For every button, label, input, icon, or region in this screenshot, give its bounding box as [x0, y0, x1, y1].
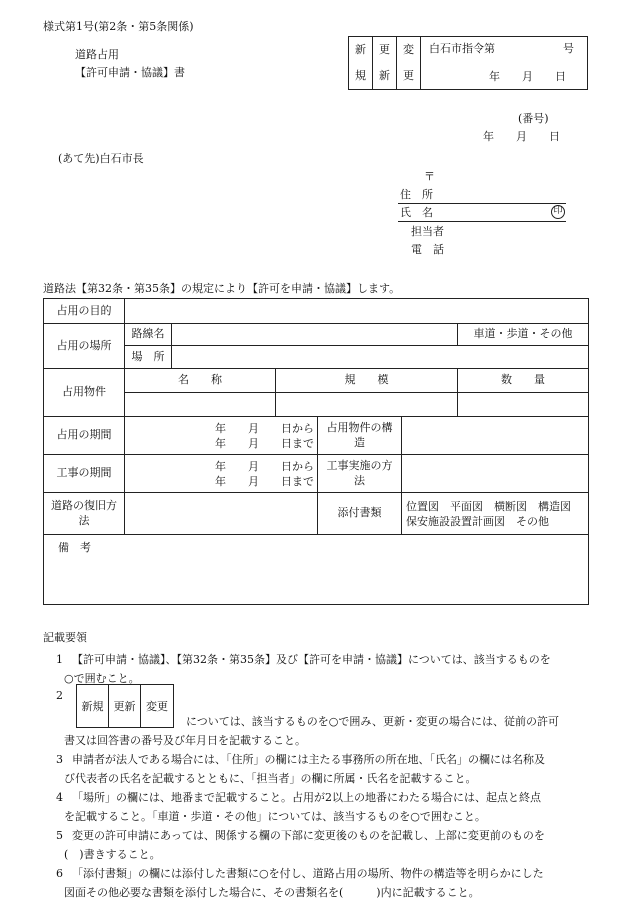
designation-gou: 号 — [563, 42, 574, 55]
work-period-from: 年 月 日から — [215, 459, 314, 473]
purpose-label: 占用の目的 — [44, 299, 125, 324]
postal-mark: 〒 — [424, 170, 435, 183]
object-quantity-field[interactable] — [458, 393, 589, 417]
note-item — [56, 826, 590, 864]
remarks-field[interactable] — [44, 535, 589, 605]
form-title-line1: 道路占用 — [75, 48, 119, 61]
object-name-field[interactable] — [125, 393, 276, 417]
reception-type-grid — [349, 37, 421, 89]
note-item — [56, 864, 590, 902]
remarks-label: 備 考 — [58, 541, 91, 554]
road-type-options[interactable]: 車道・歩道・その他 — [458, 324, 589, 346]
reception-grid-cell: 規 — [349, 63, 373, 89]
note-item — [56, 788, 590, 826]
phone-label: 電 話 — [411, 243, 444, 256]
reception-grid-cell: 更 — [373, 37, 397, 63]
reception-grid-cell: 変 — [397, 37, 421, 63]
object-scale-header: 規 模 — [276, 369, 458, 393]
object-name-header: 名 称 — [125, 369, 276, 393]
period-to: 年 月 日まで — [215, 436, 314, 450]
work-period-label: 工事の期間 — [44, 455, 125, 493]
note-text-line1: 変更の許可申請にあっては、関係する欄の下部に変更後のものを記載し、上部に変更前のものを — [72, 829, 545, 842]
reception-grid-cell: 新 — [349, 37, 373, 63]
address-field[interactable] — [398, 203, 566, 204]
work-period-to: 年 月 日まで — [215, 474, 314, 488]
object-quantity-header: 数 量 — [458, 369, 589, 393]
object-scale-field[interactable] — [276, 393, 458, 417]
mini-box-cell: 更新 — [109, 685, 141, 727]
note-text-line1: 「添付書類」の欄には添付した書類に○を付し、道路占用の場所、物件の構造等を明らかにした — [72, 867, 544, 880]
note-number: 1 — [56, 653, 63, 666]
restore-field[interactable] — [125, 493, 318, 535]
note-text-line1: 「場所」の欄には、地番まで記載すること。占用が2以上の地番にわたる場合には、起点と終点 — [72, 791, 541, 804]
note-text-line2: を記載すること。「車道・歩道・その他」については、該当するものを○で囲むこと。 — [64, 810, 486, 823]
attachments-list-line1: 位置図 平面図 横断図 構造図 — [406, 499, 571, 513]
name-field[interactable] — [398, 221, 566, 222]
notes-title: 記載要領 — [43, 631, 87, 644]
name-label: 氏 名 — [400, 206, 433, 219]
place-label: 占用の場所 — [44, 324, 125, 369]
note-text-line2: 書又は回答書の番号及び年月日を記載すること。 — [64, 734, 306, 747]
location-field[interactable] — [172, 346, 589, 369]
note-number: 5 — [56, 829, 63, 842]
form-number: 様式第1号(第2条・第5条関係) — [43, 20, 194, 33]
note-item — [56, 750, 590, 788]
period-dates[interactable] — [125, 417, 318, 455]
application-date: 年 月 日 — [483, 130, 560, 143]
addressee: (あて先)白石市長 — [58, 152, 144, 165]
method-field[interactable] — [402, 455, 589, 493]
attachments-list-line2: 保安施設設置計画図 その他 — [406, 514, 549, 528]
structure-label: 占用物件の構造 — [318, 417, 402, 455]
note-text-line2: 図面その他必要な書類を添付した場合に、その書類名を( )内に記載すること。 — [64, 886, 480, 899]
restore-label: 道路の復旧方法 — [44, 493, 125, 535]
application-table — [43, 298, 589, 605]
lead-sentence: 道路法【第32条・第35条】の規定により【許可を申請・協議】します。 — [43, 282, 401, 295]
designation-number: 白石市指令第 — [429, 42, 495, 55]
method-label: 工事実施の方法 — [318, 455, 402, 493]
note-text-line2: び代表者の氏名を記載するとともに、「担当者」の欄に所属・氏名を記載すること。 — [64, 772, 477, 785]
attachments-options[interactable] — [402, 493, 589, 535]
mini-box-cell: 変更 — [146, 699, 168, 713]
reception-type-mini-box — [76, 684, 174, 728]
route-name-field[interactable] — [172, 324, 458, 346]
designation-date: 年 月 日 — [489, 70, 566, 83]
note-text-line1: 【許可申請・協議】、【第32条・第35条】及び【許可を申請・協議】については、該当するものを — [72, 653, 551, 666]
note-item — [56, 650, 590, 688]
note-number: 2 — [56, 689, 63, 702]
form-title-line2: 【許可申請・協議】書 — [75, 66, 185, 79]
note-text-line1: については、該当するものを○で囲み、更新・変更の場合には、従前の許可 — [186, 715, 560, 728]
note-number: 3 — [56, 753, 63, 766]
seal-mark: 印 — [551, 205, 565, 219]
reception-box — [348, 36, 588, 90]
reception-grid-cell: 新 — [373, 63, 397, 89]
note-number: 4 — [56, 791, 63, 804]
address-label: 住 所 — [400, 188, 433, 201]
contact-label: 担当者 — [411, 225, 444, 238]
bango-label: (番号) — [518, 112, 549, 125]
note-text-line1: 申請者が法人である場合には、「住所」の欄には主たる事務所の所在地、「氏名」の欄には名称及 — [72, 753, 545, 766]
note-text-line2: ( )書きすること。 — [64, 848, 161, 861]
work-period-dates[interactable] — [125, 455, 318, 493]
note-text-line2: ○で囲むこと。 — [64, 672, 140, 685]
attachments-label: 添付書類 — [318, 493, 402, 535]
route-name-label: 路線名 — [125, 324, 172, 346]
note-number: 6 — [56, 867, 63, 880]
reception-grid-cell: 更 — [397, 63, 421, 89]
structure-field[interactable] — [402, 417, 589, 455]
location-label: 場 所 — [125, 346, 172, 369]
mini-box-cell: 新規 — [77, 685, 109, 727]
period-label: 占用の期間 — [44, 417, 125, 455]
object-label: 占用物件 — [44, 369, 125, 417]
purpose-field[interactable] — [125, 299, 589, 324]
period-from: 年 月 日から — [215, 421, 314, 435]
